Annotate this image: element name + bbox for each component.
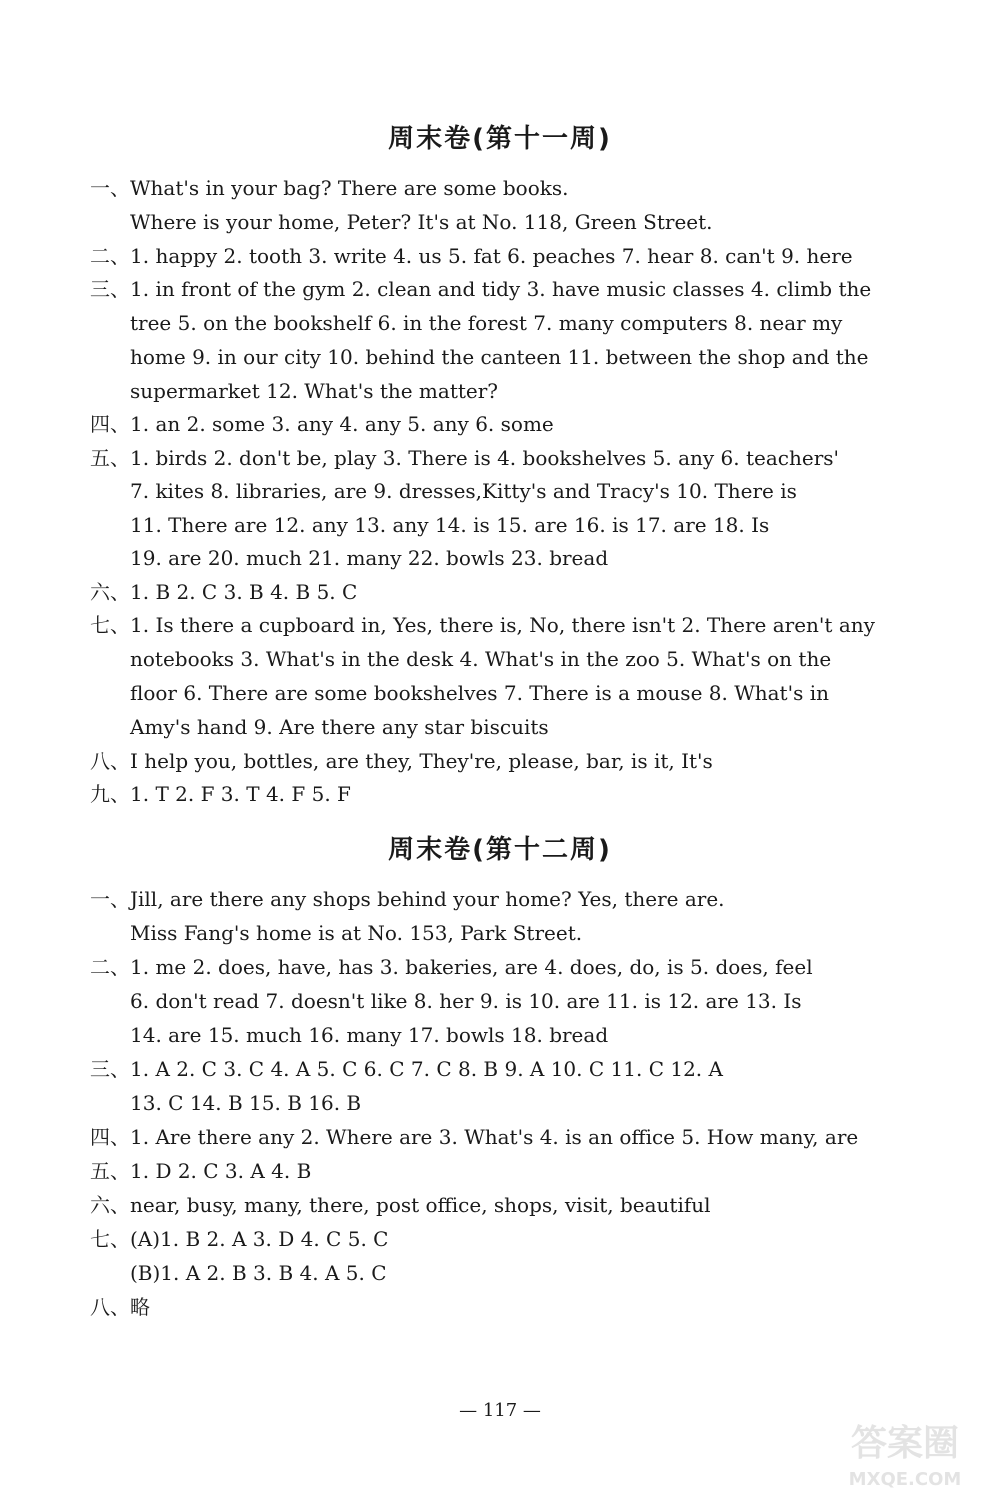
week12-line: 三、1. A 2. C 3. C 4. A 5. C 6. C 7. C 8. B 9. A 10. C 11. C 12. A [90, 1057, 723, 1081]
watermark-logo [830, 1413, 980, 1493]
week11-line: 11. There are 12. any 13. any 14. is 15. are 16. is 17. are 18. Is [130, 513, 770, 537]
week11-line: floor 6. There are some bookshelves 7. There is a mouse 8. What's in [130, 681, 829, 705]
week12-title: 周末卷(第十二周) [388, 835, 612, 865]
week11-line: 九、1. T 2. F 3. T 4. F 5. F [90, 782, 351, 806]
week11-line: 一、What's in your bag? There are some books. [90, 176, 569, 200]
watermark-text: 答案圈 [850, 1423, 960, 1464]
week11-line: 五、1. birds 2. don't be, play 3. There is 4. bookshelves 5. any 6. teachers' [90, 446, 840, 470]
week11-line: 四、1. an 2. some 3. any 4. any 5. any 6. some [90, 412, 554, 436]
week11-line: notebooks 3. What's in the desk 4. What's in the zoo 5. What's on the [130, 647, 832, 671]
week11-line: 19. are 20. much 21. many 22. bowls 23. bread [130, 546, 609, 570]
week11-line: home 9. in our city 10. behind the canteen 11. between the shop and the [130, 345, 869, 369]
week11-line: 7. kites 8. libraries, are 9. dresses,Kitty's and Tracy's 10. There is [130, 479, 797, 503]
week12-line: 四、1. Are there any 2. Where are 3. What's 4. is an office 5. How many, are [90, 1125, 859, 1149]
week11-line: 二、1. happy 2. tooth 3. write 4. us 5. fat 6. peaches 7. hear 8. can't 9. here [90, 244, 853, 268]
week11-line: 六、1. B 2. C 3. B 4. B 5. C [90, 580, 358, 604]
week11-line: 七、1. Is there a cupboard in, Yes, there is, No, there isn't 2. There aren't any [90, 613, 875, 637]
week12-line: 二、1. me 2. does, have, has 3. bakeries, are 4. does, do, is 5. does, feel [90, 955, 813, 979]
week12-line: 14. are 15. much 16. many 17. bowls 18. bread [130, 1023, 609, 1047]
week11-line: 八、I help you, bottles, are they, They're, please, bar, is it, It's [90, 749, 713, 773]
page-number: — 117 — [459, 1400, 541, 1421]
week12-line: 八、略 [90, 1295, 150, 1319]
week11-line: Amy's hand 9. Are there any star biscuits [130, 715, 549, 739]
week11-line: Where is your home, Peter? It's at No. 118, Green Street. [130, 210, 713, 234]
week12-line: 一、Jill, are there any shops behind your home? Yes, there are. [90, 887, 725, 911]
week12-line: 6. don't read 7. doesn't like 8. her 9. is 10. are 11. is 12. are 13. Is [130, 989, 802, 1013]
week12-line: Miss Fang's home is at No. 153, Park Street. [130, 921, 583, 945]
week11-line: tree 5. on the bookshelf 6. in the forest 7. many computers 8. near my [130, 311, 843, 335]
week12-line: 五、1. D 2. C 3. A 4. B [90, 1159, 312, 1183]
week12-line: 七、(A)1. B 2. A 3. D 4. C 5. C [90, 1227, 389, 1251]
week11-title: 周末卷(第十一周) [388, 124, 612, 154]
watermark-url: MXQE.COM [848, 1469, 962, 1490]
week12-line: 13. C 14. B 15. B 16. B [130, 1091, 362, 1115]
week12-line: 六、near, busy, many, there, post office, shops, visit, beautiful [90, 1193, 711, 1217]
week11-line: 三、1. in front of the gym 2. clean and tidy 3. have music classes 4. climb the [90, 277, 872, 301]
week12-line: (B)1. A 2. B 3. B 4. A 5. C [130, 1261, 387, 1285]
week11-line: supermarket 12. What's the matter? [130, 379, 499, 403]
